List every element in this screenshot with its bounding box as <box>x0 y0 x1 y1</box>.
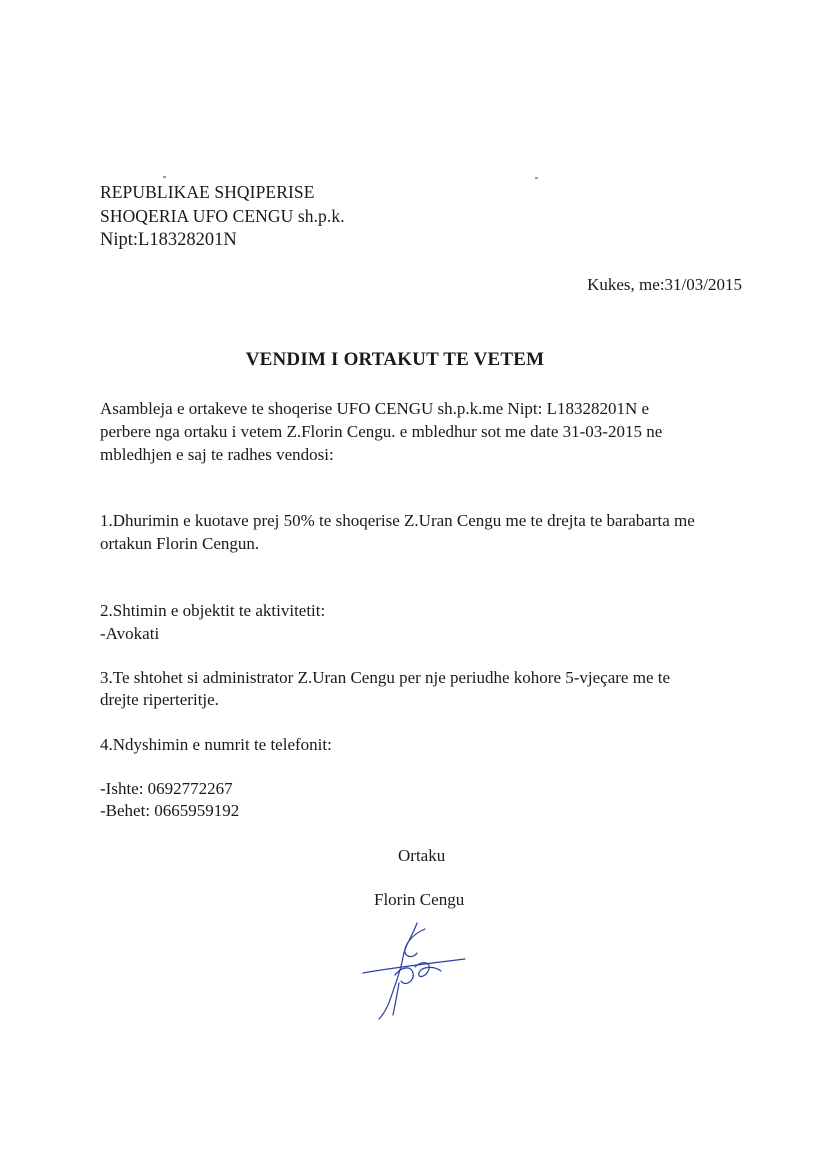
handwritten-signature <box>355 915 470 1025</box>
document-title: VENDIM I ORTAKUT TE VETEM <box>245 349 545 370</box>
header-country: REPUBLIKAE SHQIPERISE <box>100 182 315 202</box>
decision-3-line-2: drejte riperteritje. <box>100 690 219 709</box>
scan-speck <box>535 177 538 179</box>
intro-line-1: Asambleja e ortakeve te shoqerise UFO CENGU sh.p.k.me Nipt: L18328201N e <box>100 399 650 418</box>
phone-old: -Ishte: 0692772267 <box>100 779 233 798</box>
header-company: SHOQERIA UFO CENGU sh.p.k. <box>100 206 345 226</box>
decision-2-line-1: 2.Shtimin e objektit te aktivitetit: <box>100 601 326 620</box>
decision-2-line-2: -Avokati <box>100 624 160 643</box>
header-nipt: Nipt:L18328201N <box>100 230 237 250</box>
intro-line-2: perbere nga ortaku i vetem Z.Florin Cengu. e mbledhur sot me date 31-03-2015 ne <box>100 422 663 441</box>
decision-3-line-1: 3.Te shtohet si administrator Z.Uran Cengu per nje periudhe kohore 5-vjeçare me te <box>100 668 671 687</box>
signature-name: Florin Cengu <box>374 890 465 909</box>
decision-4-line-1: 4.Ndyshimin e numrit te telefonit: <box>100 735 332 754</box>
place-date: Kukes, me:31/03/2015 <box>587 275 742 294</box>
intro-line-3: mbledhjen e saj te radhes vendosi: <box>100 445 334 464</box>
phone-new: -Behet: 0665959192 <box>100 801 240 820</box>
decision-1-line-2: ortakun Florin Cengun. <box>100 534 260 553</box>
decision-1-line-1: 1.Dhurimin e kuotave prej 50% te shoqerise Z.Uran Cengu me te drejta te barabarta me <box>100 511 695 530</box>
signature-role: Ortaku <box>398 846 446 865</box>
scan-speck <box>163 176 166 178</box>
